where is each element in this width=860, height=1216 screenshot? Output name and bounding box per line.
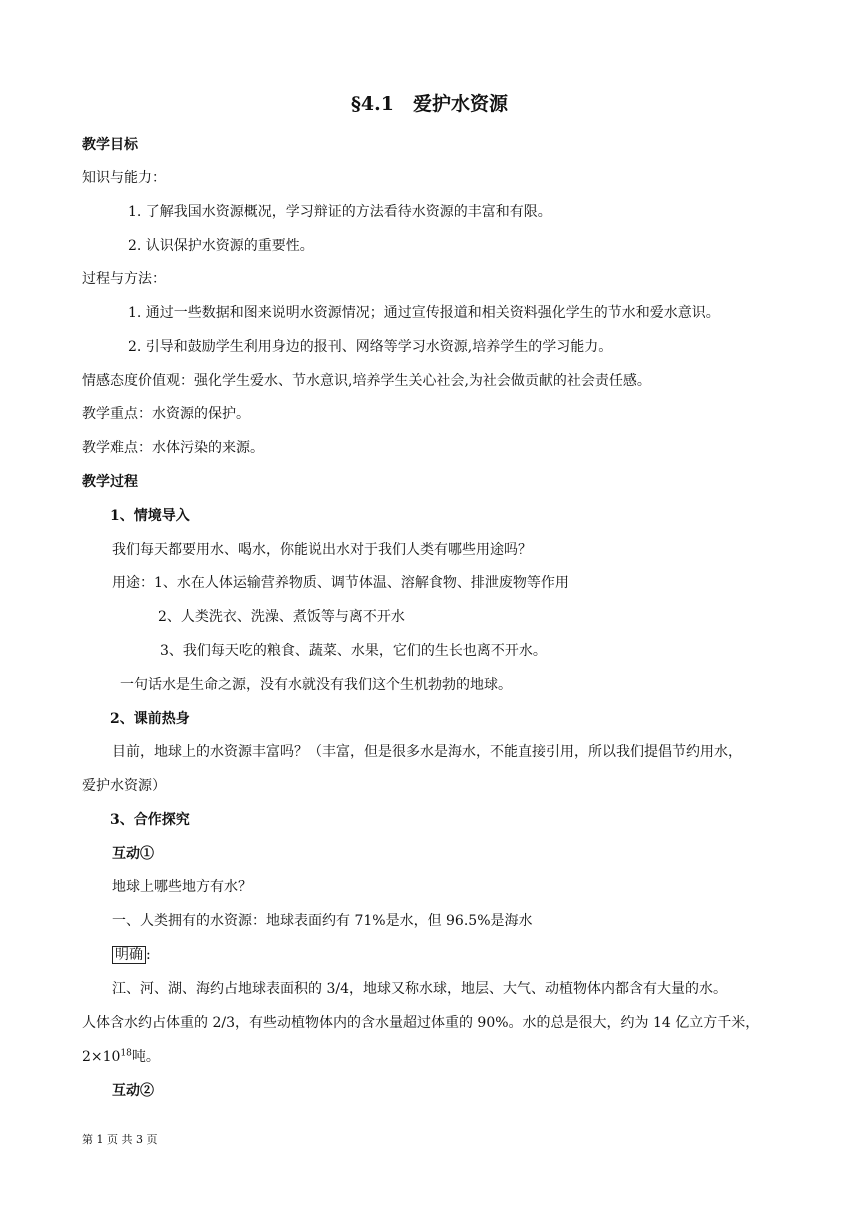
section-2-heading: 2、课前热身: [110, 711, 190, 727]
process-item-1: 1. 通过一些数据和图来说明水资源情况；通过宣传报道和相关资料强化学生的节水和爱水意识。: [128, 305, 720, 321]
section-1-use-2: 2、人类洗衣、洗澡、煮饭等与离不开水: [158, 609, 405, 625]
page-title: §4.1 爱护水资源: [351, 93, 508, 115]
interaction-2-heading: 互动②: [112, 1083, 154, 1099]
difficulty-line: 教学难点：水体污染的来源。: [82, 440, 264, 456]
knowledge-item-1: 1. 了解我国水资源概况，学习辩证的方法看待水资源的丰富和有限。: [128, 204, 552, 220]
interaction-1-heading: 互动①: [112, 846, 154, 862]
clarify-line-2: 人体含水约占体重的 2/3，有些动植物体内的含水量超过体重的 90%。水的总是很大，约为 14 亿立方千米，: [82, 1015, 760, 1031]
clarify-line-3-tail: 吨。: [131, 1049, 160, 1065]
clarify-label-line: [112, 945, 151, 965]
clarify-line-3-exponent: 18: [120, 1048, 132, 1059]
key-point-line: 教学重点：水资源的保护。: [82, 406, 250, 422]
section-1-summary: 一句话水是生命之源，没有水就没有我们这个生机勃勃的地球。: [120, 677, 512, 693]
clarify-line-3-base: 2×10: [82, 1049, 121, 1065]
knowledge-item-2: 2. 认识保护水资源的重要性。: [128, 238, 314, 254]
section-1-use-3: 3、我们每天吃的粮食、蔬菜、水果，它们的生长也离不开水。: [160, 643, 547, 659]
clarify-colon: :: [146, 947, 151, 963]
clarify-label: 明确: [112, 946, 146, 964]
attitude-line: 情感态度价值观：强化学生爱水、节水意识,培养学生关心社会,为社会做贡献的社会责任感。: [82, 373, 651, 389]
clarify-line-1: 江、河、湖、海约占地球表面积的 3/4，地球又称水球，地层、大气、动植物体内都含有大量的水。: [112, 981, 727, 997]
process-label: 过程与方法：: [82, 271, 166, 287]
interaction-1-answer: 一、人类拥有的水资源：地球表面约有 71%是水，但 96.5%是海水: [112, 913, 533, 929]
section-1-use-1: 用途：1、水在人体运输营养物质、调节体温、溶解食物、排泄废物等作用: [112, 575, 569, 591]
process-item-2: 2. 引导和鼓励学生利用身边的报刊、网络等学习水资源,培养学生的学习能力。: [128, 339, 613, 355]
section-1-question: 我们每天都要用水、喝水，你能说出水对于我们人类有哪些用途吗？: [112, 542, 532, 558]
goals-heading: 教学目标: [82, 137, 138, 153]
section-2-line-1: 目前，地球上的水资源丰富吗？（丰富，但是很多水是海水，不能直接引用，所以我们提倡节约用水，: [112, 744, 742, 760]
section-3-heading: 3、合作探究: [110, 812, 190, 828]
knowledge-label: 知识与能力：: [82, 170, 166, 186]
page-footer: 第 1 页 共 3 页: [82, 1133, 158, 1146]
process-heading: 教学过程: [82, 474, 138, 490]
section-1-heading: 1、情境导入: [110, 508, 190, 524]
interaction-1-question: 地球上哪些地方有水？: [112, 879, 252, 895]
clarify-line-3: [82, 1047, 160, 1067]
section-2-line-2: 爱护水资源）: [82, 778, 166, 794]
